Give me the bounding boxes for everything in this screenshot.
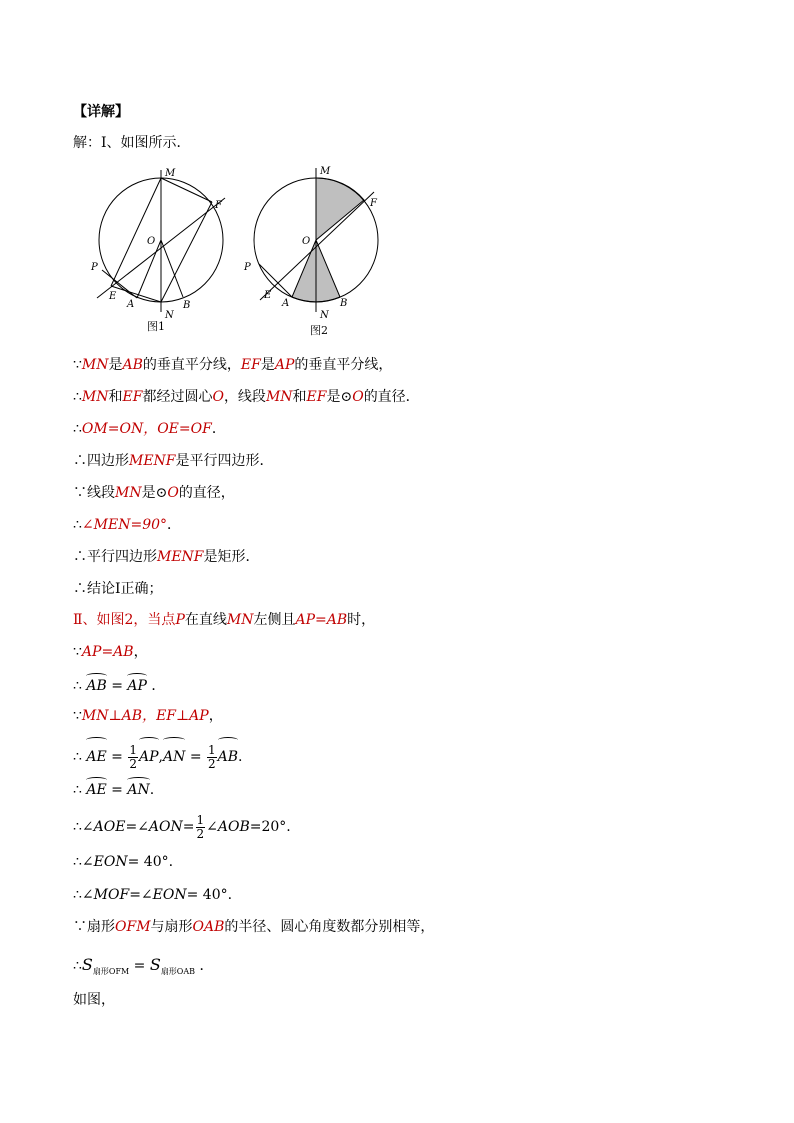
- arc-ap: AP: [127, 678, 147, 694]
- fig2-label-f: F: [370, 198, 377, 209]
- numerator: 1: [208, 742, 216, 757]
- math-oab: OAB: [192, 919, 225, 935]
- fig2-label-p: P: [244, 262, 251, 273]
- proof-line-19: [73, 917, 434, 937]
- fig2-label-e: E: [264, 290, 272, 301]
- text: 的垂直平分线，: [142, 357, 241, 373]
- arc-ae: AE: [86, 782, 107, 798]
- proof-line-12: [73, 676, 165, 696]
- text: .: [227, 887, 233, 903]
- math-angle-eon: ∠EON: [81, 854, 128, 870]
- math-ap: AP: [274, 357, 295, 373]
- therefore-symbol: ∴: [73, 958, 82, 974]
- therefore-symbol: ∴: [73, 678, 82, 694]
- math-angle-aon: ∠AON: [137, 819, 183, 835]
- text: =: [111, 782, 123, 798]
- arc-ab: AB: [86, 678, 107, 694]
- text: 都经过圆心: [142, 389, 213, 405]
- math-angle-mof: ∠MOF: [81, 887, 130, 903]
- math-o: O: [212, 389, 224, 405]
- fig2-label-b: B: [340, 298, 348, 309]
- fig2-sector-ofm: [316, 178, 364, 240]
- math-equalities: OM=ON，OE=OF: [81, 421, 212, 437]
- subscript-oab: 扇形OAB: [160, 967, 196, 976]
- proof-line-20: [73, 955, 213, 982]
- text: 与扇形: [150, 919, 193, 935]
- text: =: [129, 887, 141, 903]
- fig1-line-oa: [137, 240, 161, 298]
- math-mn: MN: [115, 485, 142, 501]
- math-angle-aob: ∠AOB: [206, 819, 250, 835]
- math-ef: EF: [122, 389, 143, 405]
- because-symbol: ∵: [73, 357, 82, 373]
- proof-line-2: [73, 355, 392, 375]
- fig1-label-n: N: [165, 310, 174, 321]
- text: ∵扇形: [73, 919, 115, 935]
- proof-line-18: [73, 885, 232, 905]
- fig2-label-n: N: [320, 310, 329, 321]
- fig1-label-e: E: [109, 291, 117, 302]
- therefore-symbol: ∴: [73, 887, 82, 903]
- math-angle-aoe: ∠AOE: [81, 819, 126, 835]
- math-o: O: [167, 485, 179, 501]
- arc-an: AN: [163, 740, 185, 774]
- fig2-caption: 图2: [310, 324, 328, 337]
- text: = 40°: [186, 887, 228, 903]
- fig1-label-a: A: [127, 299, 135, 310]
- proof-line-16: [73, 810, 291, 844]
- proof-line-9: ∴结论Ⅰ正确；: [73, 581, 163, 597]
- math-ef: EF: [240, 357, 261, 373]
- arc-ab: AB: [218, 740, 238, 774]
- text: 是: [260, 357, 275, 373]
- proof-line-5: [73, 451, 274, 471]
- fig1-label-m: M: [165, 168, 176, 179]
- text: 是平行四边形．: [175, 453, 274, 469]
- math-perpendicular: MN⊥AB，EF⊥AP: [81, 708, 209, 724]
- text: 的半径、圆心角度数都分别相等，: [224, 919, 435, 935]
- math-s: S: [149, 955, 161, 974]
- math-menf: MENF: [157, 549, 204, 565]
- math-ab: AB: [122, 357, 143, 373]
- fig1-line-en: [111, 286, 161, 302]
- subscript-ofm: 扇形OFM: [92, 967, 130, 976]
- text: =: [111, 749, 123, 765]
- fig1-line-pa: [102, 270, 137, 298]
- denominator: 2: [129, 756, 137, 771]
- proof-line-11: [73, 642, 148, 662]
- math-ofm: OFM: [115, 919, 151, 935]
- math-ap-ab: AP=AB: [295, 612, 348, 628]
- text: 是矩形．: [203, 549, 260, 565]
- math-o: O: [352, 389, 364, 405]
- text: =: [125, 819, 138, 835]
- text: .: [149, 782, 155, 798]
- text: 是: [108, 357, 123, 373]
- fraction-half: [207, 744, 217, 771]
- proof-line-14: [73, 740, 243, 774]
- text: ．: [151, 678, 166, 694]
- section-heading: 【详解】: [73, 104, 129, 120]
- math-mn: MN: [81, 357, 109, 373]
- text: ．: [167, 517, 182, 533]
- solution-intro: 解：Ⅰ、如图所示．: [73, 135, 191, 151]
- text: 左侧且: [253, 612, 296, 628]
- fig1-label-f: F: [215, 200, 222, 211]
- fig1-label-p: P: [91, 262, 98, 273]
- text: = 40°: [127, 854, 169, 870]
- fraction-half: [128, 744, 138, 771]
- proof-line-6: [73, 483, 235, 503]
- text: 和: [292, 389, 307, 405]
- therefore-symbol: ∴: [73, 749, 82, 765]
- math-mn: MN: [265, 389, 293, 405]
- fig1-line-fn: [161, 202, 212, 302]
- fig1-label-b: B: [183, 300, 191, 311]
- proof-line-17: [73, 852, 173, 872]
- text: =: [111, 678, 123, 694]
- text: .: [168, 854, 174, 870]
- text: ，: [208, 708, 223, 724]
- math-mn: MN: [81, 389, 109, 405]
- fraction-half: [196, 814, 206, 841]
- fig1-line-ob: [161, 240, 183, 297]
- because-symbol: ∵: [73, 708, 82, 724]
- math-mn: MN: [226, 612, 254, 628]
- figure-2: [240, 160, 400, 340]
- text: =20°.: [249, 819, 291, 835]
- text: ∴四边形: [73, 453, 129, 469]
- denominator: 2: [196, 826, 205, 841]
- text: 在直线: [184, 612, 227, 628]
- math-menf: MENF: [129, 453, 176, 469]
- fig1-label-o: O: [147, 236, 156, 247]
- text: 时，: [347, 612, 376, 628]
- numerator: 1: [129, 742, 137, 757]
- text: =: [182, 819, 195, 835]
- proof-line-4: [73, 419, 226, 439]
- text: 是⊙: [141, 485, 168, 501]
- text: 和: [108, 389, 123, 405]
- therefore-symbol: ∴: [73, 389, 82, 405]
- denominator: 2: [208, 756, 216, 771]
- arc-an: AN: [127, 782, 150, 798]
- text: ．: [195, 958, 214, 974]
- fig2-label-a: A: [282, 298, 290, 309]
- math-ap-ab: AP=AB: [81, 644, 134, 660]
- text: ．: [211, 421, 226, 437]
- text: 的直径．: [363, 389, 420, 405]
- therefore-symbol: ∴: [73, 819, 82, 835]
- therefore-symbol: ∴: [73, 421, 82, 437]
- figure-1: [85, 160, 245, 335]
- numerator: 1: [196, 812, 205, 827]
- text: 的直径，: [178, 485, 235, 501]
- text: =: [129, 958, 150, 974]
- fig2-label-o: O: [302, 236, 311, 247]
- proof-line-13: [73, 706, 223, 726]
- text: ，线段: [223, 389, 266, 405]
- text: ，: [133, 644, 148, 660]
- therefore-symbol: ∴: [73, 517, 82, 533]
- text: 的垂直平分线，: [294, 357, 393, 373]
- arc-ae: AE: [86, 740, 106, 774]
- math-angle-eon: ∠EON: [140, 887, 187, 903]
- therefore-symbol: ∴: [73, 782, 82, 798]
- proof-line-10: [73, 610, 375, 630]
- text: ∴平行四边形: [73, 549, 157, 565]
- fig2-label-m: M: [320, 166, 331, 177]
- because-symbol: ∵: [73, 644, 82, 660]
- proof-line-3: [73, 387, 420, 407]
- text: 是⊙: [326, 389, 353, 405]
- math-s: S: [81, 955, 93, 974]
- therefore-symbol: ∴: [73, 854, 82, 870]
- fig1-line-mf: [161, 178, 212, 202]
- text: ∵线段: [73, 485, 115, 501]
- fig1-caption: 图1: [147, 320, 165, 333]
- math-angle-men: ∠MEN=90°: [81, 517, 168, 533]
- text: ,: [158, 749, 163, 765]
- text: =: [189, 749, 202, 765]
- text: .: [238, 749, 243, 765]
- math-ef: EF: [306, 389, 327, 405]
- arc-ap: AP: [139, 740, 159, 774]
- math-p: P: [175, 612, 185, 628]
- proof-line-15: [73, 780, 154, 800]
- text: Ⅱ、如图2，当点: [73, 612, 176, 628]
- proof-line-21: 如图，: [73, 992, 115, 1008]
- proof-line-7: [73, 515, 181, 535]
- proof-line-8: [73, 547, 260, 567]
